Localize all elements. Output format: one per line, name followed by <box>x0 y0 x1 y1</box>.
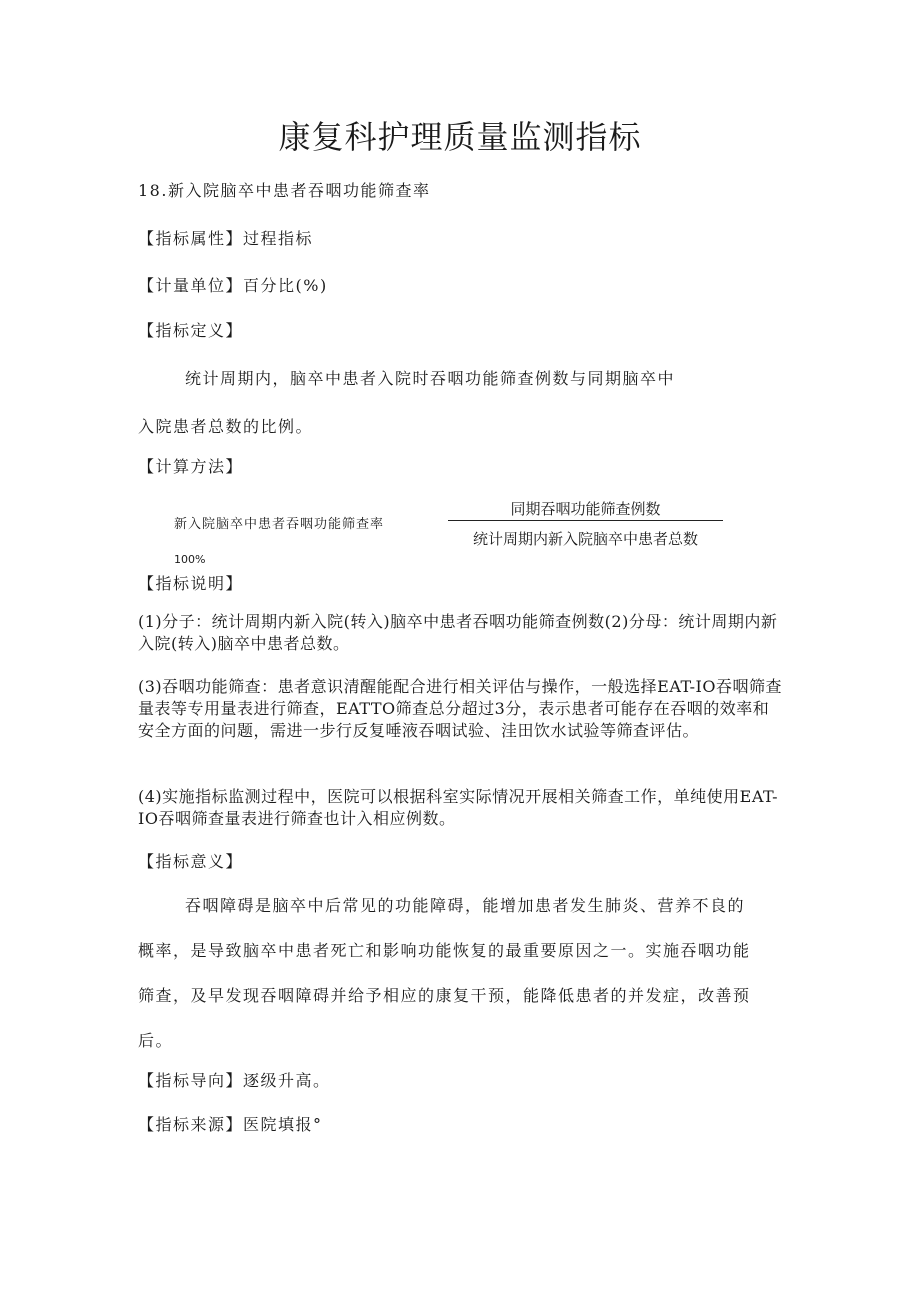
definition-line-2: 入院患者总数的比例。 <box>138 417 314 436</box>
significance-line-1: 吞咽障碍是脑卒中后常见的功能障碍，能增加患者发生肺炎、营养不良的 <box>185 896 746 915</box>
explanation-4: (4)实施指标监测过程中，医院可以根据科室实际情况开展相关筛查工作，单纯使用EAT-IO吞咽筛查量表进行筛查也计入相应例数。 <box>138 787 779 828</box>
indicator-source: 【指标来源】医院填报° <box>138 1115 323 1134</box>
formula-label: 新入院脑卒中患者吞咽功能筛查率 <box>174 517 385 532</box>
method-heading: 【计算方法】 <box>138 457 244 476</box>
item-heading: 18.新入院脑卒中患者吞咽功能筛查率 <box>138 181 431 200</box>
significance-heading: 【指标意义】 <box>138 852 244 871</box>
significance-line-2: 概率，是导致脑卒中患者死亡和影响功能恢复的最重要原因之一。实施吞咽功能 <box>138 941 751 960</box>
definition-line-1: 统计周期内，脑卒中患者入院时吞咽功能筛查例数与同期脑卒中 <box>185 369 676 388</box>
significance-line-3: 筛查，及早发现吞咽障碍并给予相应的康复干预，能降低患者的并发症，改善预 <box>138 986 751 1005</box>
significance-line-4: 后。 <box>138 1031 174 1050</box>
explanation-1: (1)分子：统计周期内新入院(转入)脑卒中患者吞咽功能筛查例数(2)分母：统计周期内新入院(转入)脑卒中患者总数。 <box>138 612 778 653</box>
formula-numerator: 同期吞咽功能筛查例数 <box>510 500 661 518</box>
indicator-attribute: 【指标属性】过程指标 <box>138 229 314 248</box>
indicator-direction: 【指标导向】逐级升高。 <box>138 1071 331 1090</box>
page-title: 康复科护理质量监测指标 <box>278 118 642 156</box>
formula-denominator: 统计周期内新入院脑卒中患者总数 <box>472 530 698 548</box>
explanation-3: (3)吞咽功能筛查：患者意识清醒能配合进行相关评估与操作，一般选择EAT-IO吞咽筛查量表等专用量表进行筛查，EATTO筛查总分超过3分，表示患者可能存在吞咽的效率和安全方面的问题，需进一步行反复唾液吞咽试验、洼田饮水试验等筛查评估。 <box>138 677 782 740</box>
definition-heading: 【指标定义】 <box>138 321 244 340</box>
formula-multiplier: 100% <box>174 553 206 566</box>
explanation-heading: 【指标说明】 <box>138 574 244 593</box>
measurement-unit: 【计量单位】百分比(%) <box>138 276 328 295</box>
fraction-bar <box>448 520 723 521</box>
